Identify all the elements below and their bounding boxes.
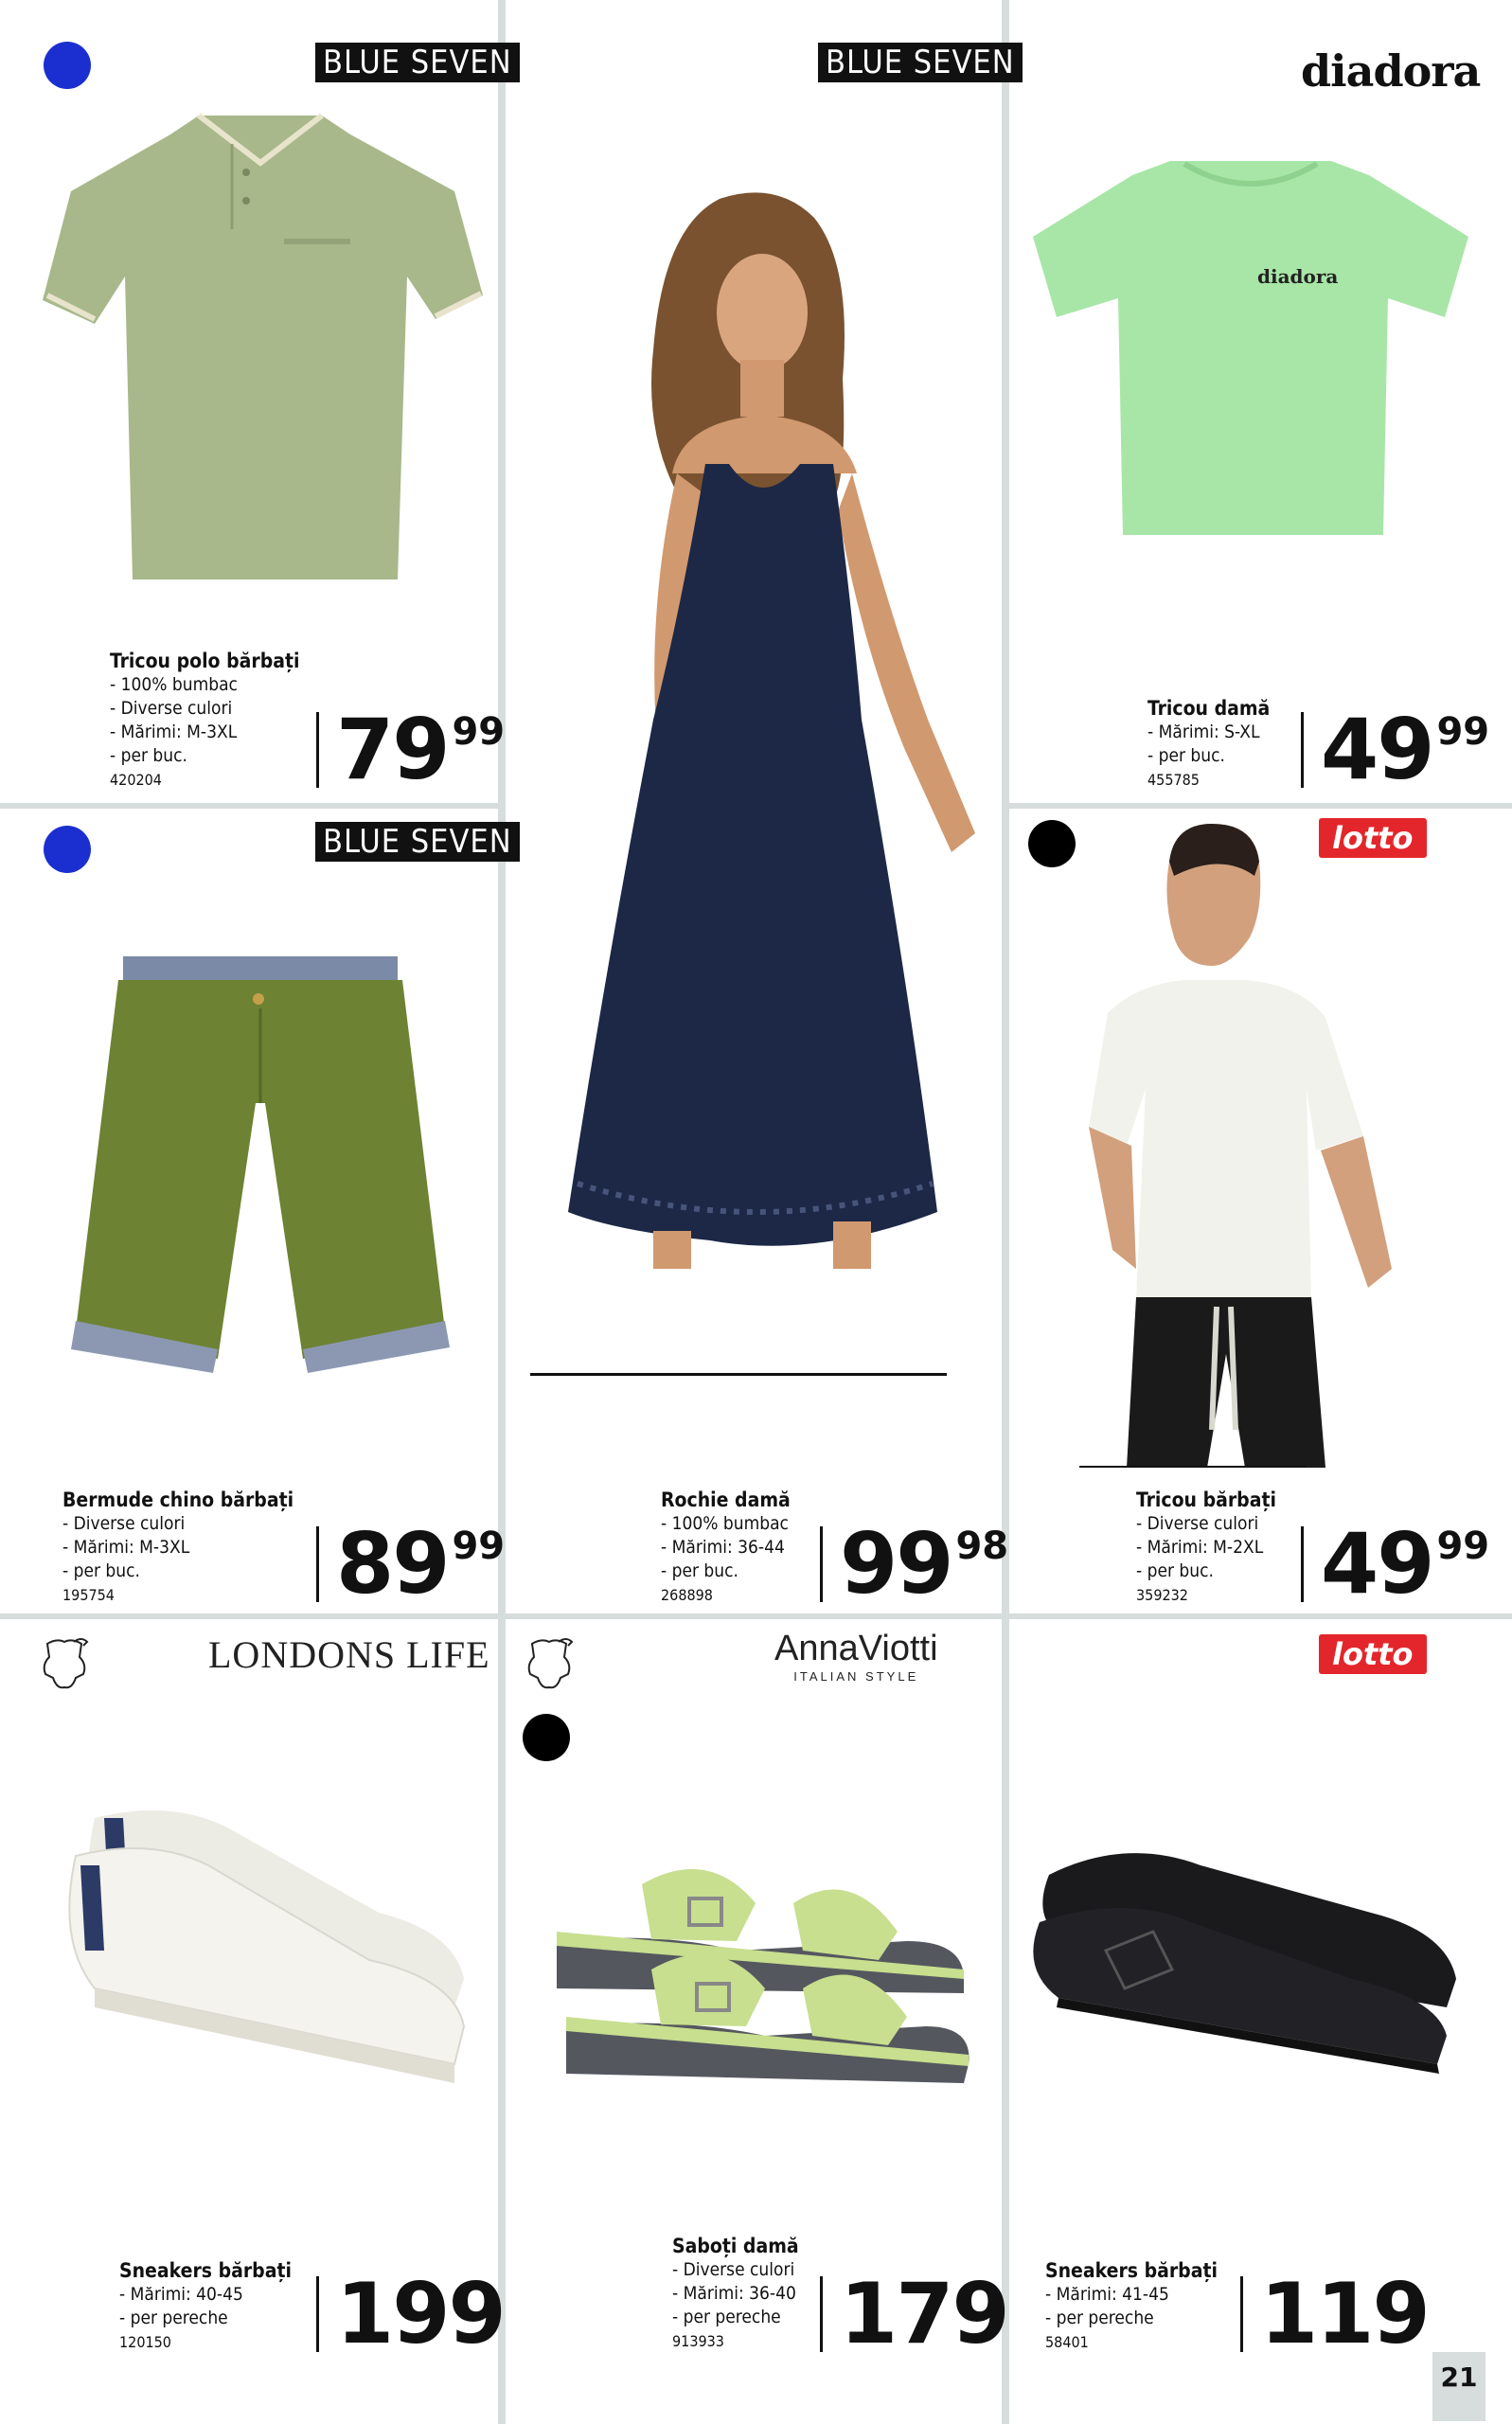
product-detail: - Diverse culori bbox=[62, 1513, 186, 1534]
product-info-tricou-dama bbox=[1147, 697, 1270, 792]
svg-text:diadora: diadora bbox=[1257, 265, 1339, 288]
product-detail: - per buc. bbox=[1136, 1560, 1214, 1581]
white-sneakers-image bbox=[57, 1799, 473, 2083]
polo-shirt-image bbox=[38, 106, 483, 589]
product-title: Tricou damă bbox=[1147, 697, 1271, 720]
product-title: Sneakers bărbați bbox=[1045, 2259, 1218, 2282]
price-decimals: 98 bbox=[955, 1524, 1009, 1568]
price-bar bbox=[316, 2276, 319, 2352]
price-integer: 199 bbox=[336, 2265, 505, 2362]
brand-logo-lotto: lotto bbox=[1319, 1634, 1427, 1674]
product-code: 359232 bbox=[1136, 1586, 1188, 1604]
brand-name: AnnaViotti bbox=[774, 1629, 938, 1668]
product-title: Sneakers bărbați bbox=[119, 2259, 292, 2282]
product-info-sneakers-black bbox=[1045, 2259, 1218, 2354]
product-detail: - 100% bumbac bbox=[110, 674, 238, 695]
product-info-tricou-barbati bbox=[1136, 1488, 1276, 1607]
price-integer: 49 bbox=[1321, 701, 1433, 798]
product-code: 913933 bbox=[672, 2332, 724, 2350]
product-detail: - Mărimi: M-3XL bbox=[110, 722, 238, 742]
price-tag bbox=[1301, 1515, 1490, 1613]
price-bar bbox=[1301, 1526, 1304, 1602]
price-bar bbox=[820, 1526, 823, 1602]
tshirt-model-image bbox=[1079, 824, 1458, 1468]
product-info-saboti bbox=[672, 2235, 799, 2353]
price-decimals: 99 bbox=[452, 1524, 506, 1568]
dress-model-image bbox=[530, 189, 994, 1382]
shorts-image bbox=[71, 952, 450, 1378]
product-detail: - Diverse culori bbox=[110, 698, 233, 719]
price-tag bbox=[316, 2265, 505, 2362]
product-detail: - per pereche bbox=[119, 2308, 228, 2328]
product-code: 120150 bbox=[119, 2333, 171, 2351]
price-bar bbox=[1240, 2276, 1243, 2352]
brand-logo-blue-seven: BLUE SEVEN bbox=[818, 43, 1023, 82]
brand-logo-diadora: diadora bbox=[1301, 45, 1481, 97]
price-decimals: 99 bbox=[1436, 710, 1490, 754]
leather-icon bbox=[523, 1636, 576, 1693]
color-dot bbox=[1028, 820, 1076, 867]
product-detail: - Diverse culori bbox=[672, 2259, 795, 2280]
product-detail: - Mărimi: 41-45 bbox=[1045, 2284, 1169, 2305]
product-detail: - Mărimi: S-XL bbox=[1147, 722, 1260, 742]
price-bar bbox=[316, 1526, 319, 1602]
brand-logo-blue-seven: BLUE SEVEN bbox=[315, 822, 520, 862]
price-integer: 119 bbox=[1260, 2265, 1429, 2362]
product-title: Tricou bărbați bbox=[1136, 1488, 1276, 1511]
product-info-rochie bbox=[661, 1488, 791, 1607]
row-divider bbox=[1009, 803, 1512, 809]
price-tag bbox=[316, 701, 506, 798]
product-detail: - per buc. bbox=[1147, 745, 1225, 766]
product-code: 58401 bbox=[1045, 2333, 1089, 2351]
row-divider bbox=[0, 1613, 1512, 1619]
product-detail: - 100% bumbac bbox=[661, 1513, 789, 1534]
price-decimals: 99 bbox=[452, 710, 506, 754]
page-number: 21 bbox=[1432, 2352, 1485, 2421]
color-dot bbox=[523, 1714, 570, 1761]
product-detail: - Mărimi: 36-40 bbox=[672, 2283, 796, 2304]
price-integer: 89 bbox=[336, 1515, 449, 1613]
product-title: Tricou polo bărbați bbox=[110, 650, 300, 672]
product-detail: - per pereche bbox=[1045, 2308, 1154, 2328]
price-integer: 49 bbox=[1321, 1515, 1433, 1613]
product-detail: - Mărimi: M-3XL bbox=[62, 1537, 190, 1558]
price-decimals: 99 bbox=[1436, 1524, 1490, 1568]
price-integer: 179 bbox=[840, 2265, 1008, 2362]
color-dot bbox=[44, 826, 91, 873]
price-integer: 79 bbox=[336, 701, 449, 798]
row-divider bbox=[0, 803, 498, 809]
sandals-image bbox=[547, 1827, 973, 2093]
price-bar bbox=[1301, 712, 1304, 788]
product-detail: - Mărimi: 40-45 bbox=[119, 2284, 243, 2305]
product-detail: - per buc. bbox=[661, 1560, 738, 1581]
product-detail: - Diverse culori bbox=[1136, 1513, 1259, 1534]
tshirt-image bbox=[1028, 156, 1473, 544]
brand-logo-londons-life: LONDONS LIFE bbox=[208, 1633, 490, 1676]
price-tag bbox=[316, 1515, 506, 1613]
product-title: Saboți damă bbox=[672, 2235, 799, 2257]
product-detail: - per buc. bbox=[62, 1560, 140, 1581]
product-code: 420204 bbox=[110, 771, 162, 789]
price-integer: 99 bbox=[840, 1515, 952, 1613]
column-divider bbox=[1002, 0, 1009, 2424]
brand-tagline: ITALIAN STYLE bbox=[793, 1669, 919, 1684]
product-detail: - Mărimi: M-2XL bbox=[1136, 1537, 1264, 1558]
product-info-sneakers-white bbox=[119, 2259, 292, 2354]
product-detail: - per buc. bbox=[110, 745, 187, 766]
product-title: Bermude chino bărbați bbox=[62, 1488, 294, 1511]
column-divider bbox=[498, 0, 506, 2424]
price-tag bbox=[1301, 701, 1490, 798]
product-detail: - Mărimi: 36-44 bbox=[661, 1537, 785, 1558]
product-info-bermude bbox=[62, 1488, 294, 1607]
black-sneakers-image bbox=[1030, 1818, 1466, 2074]
leather-icon bbox=[38, 1636, 91, 1693]
brand-logo-blue-seven: BLUE SEVEN bbox=[315, 43, 520, 82]
price-bar bbox=[316, 712, 319, 788]
product-info-polo bbox=[110, 650, 299, 792]
product-title: Rochie damă bbox=[661, 1488, 791, 1511]
product-detail: - per pereche bbox=[672, 2307, 781, 2327]
price-tag bbox=[820, 2265, 1008, 2362]
price-bar bbox=[820, 2276, 823, 2352]
color-dot bbox=[44, 42, 91, 89]
price-tag bbox=[1240, 2265, 1429, 2362]
product-code: 455785 bbox=[1147, 771, 1200, 789]
price-tag bbox=[820, 1515, 1009, 1613]
brand-logo-anna-viotti bbox=[774, 1629, 938, 1684]
brand-logo-lotto: lotto bbox=[1319, 818, 1427, 858]
product-code: 195754 bbox=[62, 1586, 115, 1604]
product-code: 268898 bbox=[661, 1586, 713, 1604]
